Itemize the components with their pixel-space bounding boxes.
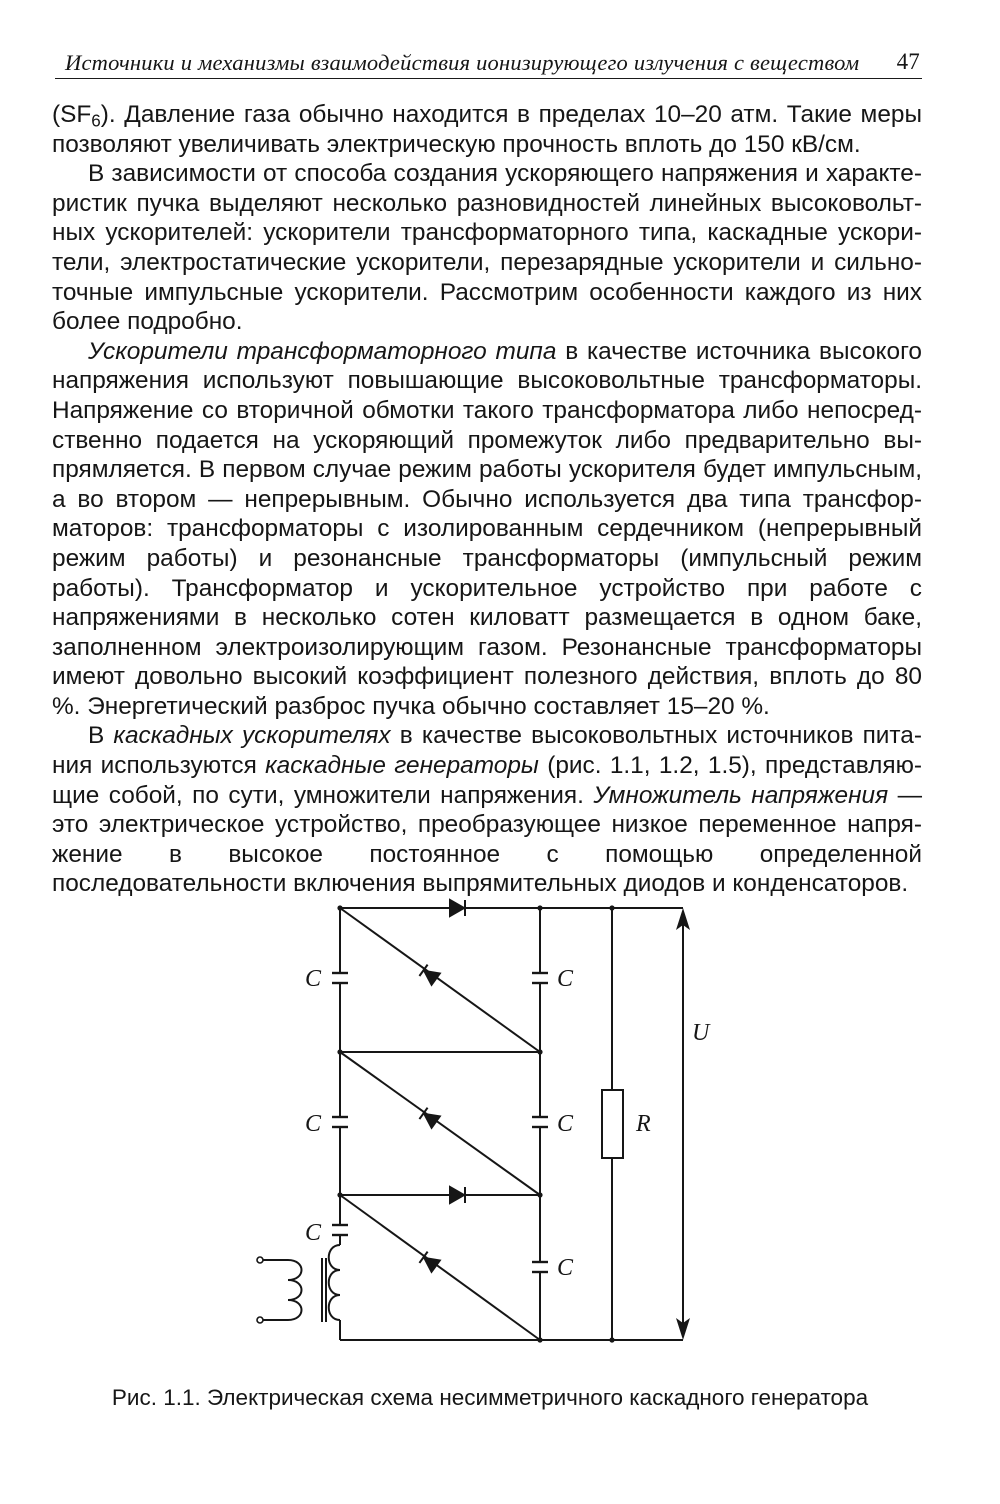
label-c-left-2: C <box>305 1111 322 1137</box>
figure-caption: Рис. 1.1. Электрическая схема несимметричного каскадного генератора <box>111 1385 869 1410</box>
paragraph-1 <box>52 100 922 159</box>
capacitor-right-1 <box>532 973 548 983</box>
diode-branch-1 <box>340 908 540 1052</box>
p3-rest: в качестве источника высокого напряжения используют повышающие высоковольтные трансформаторы. Напряжение со вторичной обмотки такого трансформатора либо непосредственно подается на ускоряющий промежуток либо предварительно выпрямляется. В первом случае режим работы ускорителя будет импульсным, а во втором — непрерывным. Обычно используется два типа трансформаторов: трансформаторы с изолированным сердечником (непрерывный режим работы) и резонансные трансформаторы (импульсный режим работы). Трансформатор и ускорительное устройство при работе с напряжениями в несколько сотен киловатт размещается в одном баке, заполненном электроизолирующим газом. Резонансные трансформаторы имеют довольно высокий коэффициент полезного действия, вплоть до 80 %. Энергетический разброс пучка обычно составляет 15–20 %. <box>52 337 922 720</box>
paragraph-4 <box>52 721 922 899</box>
label-u: U <box>692 1020 710 1046</box>
cascade-generator-schematic <box>240 885 740 1281</box>
p4-term-1: каскадных ускорителях <box>113 722 391 750</box>
body-text <box>52 100 922 899</box>
p1-pre: (SF <box>52 101 92 128</box>
label-c-right-1: C <box>557 966 574 992</box>
capacitor-left-1 <box>332 973 348 983</box>
circuit-figure <box>240 885 740 1281</box>
label-c-right-3: C <box>557 1255 574 1281</box>
junction-dot <box>337 905 342 910</box>
label-r: R <box>636 1111 651 1137</box>
p1-subscript: 6 <box>91 111 101 131</box>
resistor-body <box>602 1090 623 1158</box>
junction-dot <box>537 1049 542 1054</box>
junction-dot <box>337 1192 342 1197</box>
capacitor-left-3 <box>332 1225 348 1235</box>
input-terminal-top <box>257 1257 263 1263</box>
junction-dot <box>337 1049 342 1054</box>
p4-term-3: Умножитель напряжения <box>593 781 889 809</box>
p3-term: Ускорители трансформаторного типа <box>88 337 557 365</box>
diode-branch-2 <box>340 1052 540 1195</box>
p1-post: ). Давление газа обычно находится в пределах 10–20 атм. Такие меры позволяют увеличивать электрическую прочность вплоть до 150 кВ/см. <box>52 101 922 158</box>
p4-s1: В <box>88 722 114 750</box>
p4-s3: (рис. 1.1, 1.2, 1.5), представляющие собой, по сути, умножители напряжения. <box>52 752 922 809</box>
input-terminal-bottom <box>257 1317 263 1323</box>
transformer-secondary <box>329 1245 340 1320</box>
label-c-left-3: C <box>305 1220 322 1246</box>
page-number: 47 <box>896 49 920 74</box>
capacitor-left-2 <box>332 1117 348 1127</box>
p4-term-2: каскадные генераторы <box>265 752 539 780</box>
running-header <box>55 44 922 79</box>
junction-dot <box>537 905 542 910</box>
junction-dot <box>609 905 614 910</box>
diode-branch-3 <box>340 1195 540 1340</box>
running-title: Источники и механизмы взаимодействия ионизирующего излучения с веществом <box>65 50 860 75</box>
transformer-primary <box>262 1260 302 1320</box>
paragraph-3 <box>52 337 922 722</box>
p4-s4: — это электрическое устройство, преобразующее низкое переменное напряжение в высокое постоянное с помощью определенной последовательности включения выпрямительных диодов и конденсаторов. <box>52 781 922 898</box>
label-c-left-1: C <box>305 966 322 992</box>
junction-dot <box>537 1337 542 1342</box>
label-c-right-2: C <box>557 1111 574 1137</box>
capacitor-right-3 <box>532 1262 548 1272</box>
paragraph-2: В зависимости от способа создания ускоряющего напряжения и характеристик пучка выделяют несколько разновидностей линейных высоковольтных ускорителей: ускорители трансформаторного типа, каскадные ускорители, электростатические ускорители, перезарядные ускорители и сильноточные импульсные ускорители. Рассмотрим особенности каждого из них более подробно. <box>52 160 922 336</box>
junction-dot <box>609 1337 614 1342</box>
diode-top <box>450 900 465 916</box>
junction-dot <box>537 1192 542 1197</box>
capacitor-right-2 <box>532 1117 548 1127</box>
diode-lower-link <box>450 1187 465 1203</box>
p4-s2: в качестве высоковольтных источников питания используются <box>52 722 922 780</box>
